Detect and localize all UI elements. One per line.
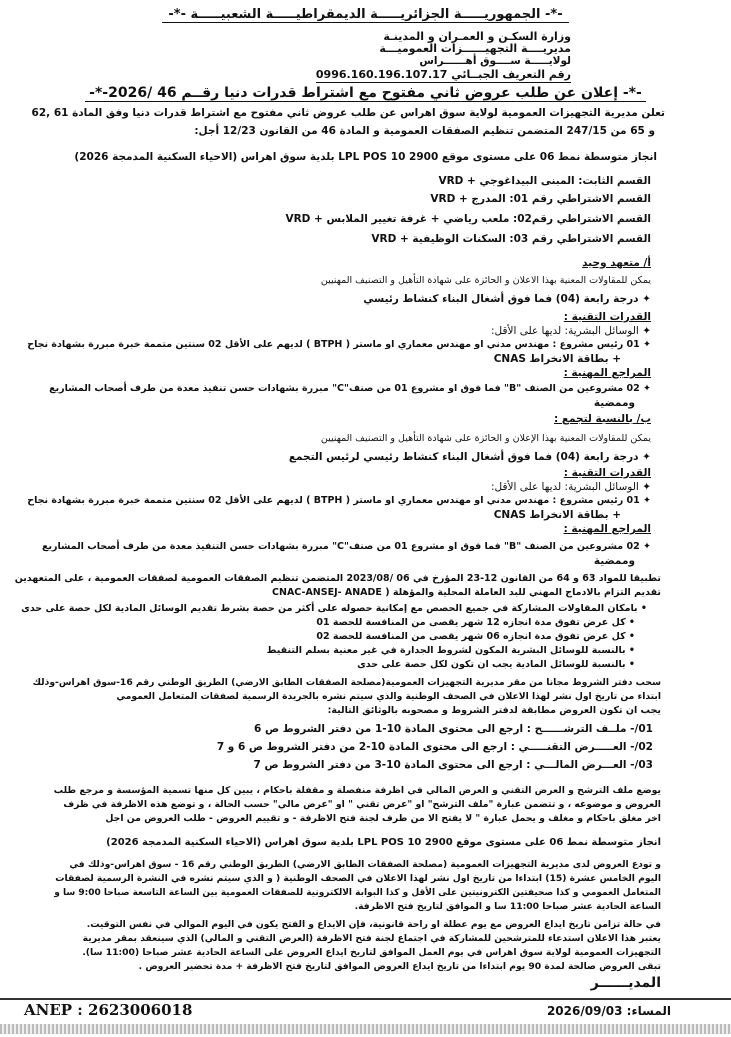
consortium-refs-heading: المراجع المهنية : [563, 523, 651, 535]
withdraw-line-1: سحب دفتر الشروط مجانا من مقر مديرية التجهيزات العمومية(مصلحة الصفقات الطابق الارضي) الطريق الوطني رقم 16-سوق اهراس-وذلك [32, 677, 661, 688]
submission-line-3: اخر مغلق باحكام و مغلف و يحمل عبارة " لا يفتح الا من طرف لجنة فتح الاظرفة - و تقييم العروض - طلب العروض من اجل [105, 813, 661, 824]
wilaya-name: لولايـــــة ســــوق أهــــــراس [419, 55, 571, 67]
deposit-line-2: اليوم الخامس عشرة (15) ابتداءا من تاريخ اول نشر لهذا الاعلان في الصحف الوطنية ( و الذي سيتم نشره في النشرة الرسمية لصفقات [55, 873, 661, 884]
condition-5: • بالنسبة للوسائل المادية يجب ان تكون لكل حصة على حدى [357, 659, 635, 670]
lot-fixed: القسم الثابت: المبنى البيداغوجي + VRD [438, 175, 651, 187]
publication-date: المساء: 2026/09/03 [546, 1004, 671, 1018]
deposit-line-3: المتعامل العمومي و كذا صحيفتين الكترونيتين على الأقل و كذا البوابة الالكترونية للصفقات العمومية بين الساعة التاسعة صباحا 9:00 سا و [54, 888, 661, 898]
submission-line-2: العروض و موضوعه ، و تتضمن عبارة "ملف الترشح" او "عرض تقني " او "عرض مالي" حسب الحالة ، و توضع هذه الاظرفة في ظرف [63, 799, 661, 810]
note-line-1: في حالة تزامن تاريخ ايداع العروض مع يوم عطلة او راحة قانونية، فإن الايداع و الفتح يكون في اليوم الموالي في نفس التوقيت. [86, 919, 661, 930]
apply-line-2: تقديم التزام بالادماج المهني للبد العاملة المحلية والمؤهلة ( CNAC-ANSEJ- ANADE [272, 587, 661, 598]
consortium-tech-heading: القدرات التقنية : [563, 467, 651, 479]
condition-4: • بالنسبة للوسائل البشرية المكون لشروط الجدارة في غير معنية بسلم التنقيط [266, 645, 635, 656]
project-title: انجاز متوسطة نمط 06 على مستوى موقع 2900 LPL POS 10 بلدية سوق اهراس (الاحياء السكنية المدمجة 2026) [74, 151, 657, 163]
republic-heading: -*- الجمهوريـــــة الجزائريـــــة الديمقراطيـــــة الشعبيـــــة -*- [0, 8, 731, 22]
lot-1: القسم الاشتراطي رقم 01: المدرج + VRD [430, 193, 651, 205]
ministry-name: وزارة السكـن و العمـران و المدينـة [383, 30, 571, 43]
single-tech-heading: القدرات التقنية : [563, 311, 651, 323]
bullet-icon: • [625, 659, 635, 670]
anep-number: ANEP : 2623006018 [24, 1001, 193, 1019]
bullet-icon: ✦ [638, 451, 651, 463]
consortium-references: ✦ 02 مشروعين من الصنف "B" فما فوق او مشروع 01 من صنف"C" مبررة بشهادات حسن التنفيذ معدة من طرف أصحاب المشاريع [41, 541, 651, 552]
bullet-icon: ✦ [639, 495, 651, 506]
apply-line-1: تطبيقا للمواد 63 و 64 من القانون 12-23 المؤرخ في 06 /2023/08 المتضمن تنظيم الصفقات العمومية لصفقات العمومية ، على المتعهدين [14, 573, 661, 584]
consortium-human-means: ✦ الوسائل البشرية: لديها على الأقل: [490, 481, 651, 493]
submission-line-4: انجاز متوسطة نمط 06 على مستوى موقع 2900 LPL POS 10 بلدية سوق اهراس (الاحياء السكنية المدمجة 2026) [106, 837, 661, 848]
section-consortium: ب/ بالنسبة لتجمع : [553, 413, 651, 425]
bullet-icon: • [637, 603, 647, 614]
director-signature: المديــــــر [590, 975, 661, 991]
note-line-4: تبقى العروض صالحة لمدة 90 يوم ابتداءا من تاريخ ايداع العروض الموافق لتاريخ فتح الاظرفة + مدة تحضير العروض . [138, 961, 661, 972]
single-references: ✦ 02 مشروعين من الصنف "B" فما فوق او مشروع 01 من صنف"C" مبررة بشهادات حسن تنفيذ معدة من طرف أصحاب المشاريع [49, 383, 651, 394]
bullet-icon: • [625, 617, 635, 628]
file-technical: 02/- العـــــرض التقنـــــي : ارجع الى محتوى المادة 10-2 من دفتر الشروط ص 6 و 7 [216, 741, 653, 753]
note-line-2: يعتبر هذا الاعلان استدعاء للمترشحين للمشاركة في اجتماع لجنة فتح الاظرفة (العرض التقني و المالي) الذي سينعقد بمقر مديرية [82, 933, 661, 944]
file-financial: 03/- العـــرض المالـــي : ارجع الى محتوى المادة 10-3 من دفتر الشروط ص 7 [253, 759, 653, 771]
bullet-icon: ✦ [639, 383, 651, 394]
condition-1: • بامكان المقاولات المشاركة في جميع الحصص مع إمكانية حصوله على أكثر من حصة بشرط تقديم الوسائل المادية لكل حصة على حدى [21, 603, 647, 614]
single-project-lead: ✦ 01 رئيس مشروع : مهندس مدني او مهندس معماري او ماستر ( BTPH ) لديهم على الأقل 02 سنتين متممة خبرة مبررة بشهادة نجاح [27, 339, 651, 350]
consortium-project-lead: ✦ 01 رئيس مشروع : مهندس مدني او مهندس معماري او ماستر ( BTPH ) لديهم على الأقل 02 سنتين متممة خبرة مبررة بشهادة نجاح [27, 495, 651, 506]
bullet-icon: ✦ [639, 541, 651, 552]
deposit-line-4: الساعة الحادية عشر صباحا 11:00 سا و الموافق لتاريخ فتح الاظرفة. [354, 901, 661, 912]
bullet-icon: ✦ [638, 481, 651, 493]
lot-3: القسم الاشتراطي رقم 03: السكنات الوظيفية + VRD [371, 233, 651, 245]
single-grade: ✦ درجة رابعة (04) فما فوق أشغال البناء كنشاط رئيسي [363, 293, 651, 305]
condition-3: • كل عرض تفوق مدة انجازه 06 شهر يقصى من المنافسة للحصة 02 [316, 631, 635, 642]
bullet-icon: ✦ [639, 339, 651, 350]
consortium-references-cont: وممضية [593, 555, 635, 567]
single-eligibility: يمكن للمقاولات المعنية بهذا الاعلان و الحائزة على شهادة التأهيل و التصنيف المهنيين [320, 275, 651, 286]
single-cnas: + بطاقة الانخراط CNAS [493, 353, 621, 365]
bullet-icon: • [625, 631, 635, 642]
intro-line-1: تعلن مديرية التجهيزات العمومية لولاية سوق اهراس عن طلب عروض ثاني مفتوح مع اشتراط قدرات دنيا وفق المادة 61 ,62 [31, 107, 665, 119]
withdraw-line-2: ابتداء من تاريخ اول نشر لهذا الاعلان في الصحف الوطنية والذي سيتم نشره بالجريدة الرسمية لصفقات المتعامل العمومي [116, 691, 661, 702]
scan-edge [0, 1024, 731, 1034]
bullet-icon: ✦ [638, 325, 651, 337]
submission-line-1: يوضع ملف الترشح و العرض التقني و العرض المالي في اظرفة منفصلة و مقفلة باحكام ، يبين كل منها تسمية المؤسسة و مرجع طلب [53, 785, 661, 796]
file-candidacy: 01/- ملــف الترشــــــح : ارجع الى محتوى المادة 10-1 من دفتر الشروط ص 6 [254, 723, 653, 735]
tax-id: رقم التعريف الجبــائي 0996.160.196.107.17 [315, 68, 571, 81]
single-references-cont: وممضية [593, 397, 635, 409]
withdraw-line-3: يجب ان تكون العروض مطابقة لدفتر الشروط و مصحوبه بالوثائق التالية: [327, 705, 661, 716]
intro-line-2: و 65 من 247/15 المتضمن تنظيم الصفقات العمومية و المادة 46 من القانون 12/23 أجل: [194, 125, 655, 137]
condition-2: • كل عرض تفوق مدة انجازه 12 شهر يقصى من المنافسة للحصة 01 [316, 617, 635, 628]
bullet-icon: ✦ [638, 293, 651, 305]
lot-2: القسم الاشتراطي رقم02: ملعب رياضي + غرفة تغيير الملابس + VRD [285, 213, 651, 225]
deposit-line-1: و تودع العروض لدى مديرية التجهيزات العمومية (مصلحة الصفقات الطابق الارضي) الطريق الوطني رقم 16 - سوق اهراس-وذلك في [69, 859, 661, 870]
consortium-eligibility: يمكن للمقاولات المعنية بهذا الإعلان و الحائزة على شهادة التأهيل و التصنيف المهنيين [320, 433, 651, 444]
directorate-name: مديريــــة التجهيــــــزات العموميـــة [379, 42, 571, 55]
single-human-means: ✦ الوسائل البشرية: لديها على الأقل: [490, 325, 651, 337]
bullet-icon: • [625, 645, 635, 656]
consortium-cnas: + بطاقة الانخراط CNAS [493, 509, 621, 521]
consortium-grade: ✦ درجة رابعة (04) فما فوق أشغال البناء كنشاط رئيسي لرئيس التجمع [288, 451, 651, 463]
single-refs-heading: المراجع المهنية : [563, 367, 651, 379]
section-single-bidder: أ/ متعهد وحيد [582, 257, 651, 269]
announcement-title: -*- إعلان عن طلب عروض ثاني مفتوح مع اشتراط قدرات دنيا رقــم 46 /2026-*- [0, 86, 731, 100]
note-line-3: التجهيزات العمومية لولاية سوق اهراس في يوم العمل الموافق لتاريخ ايداع العروض على الساعة الحادية عشر صباحا (11:00 سا). [82, 947, 661, 958]
